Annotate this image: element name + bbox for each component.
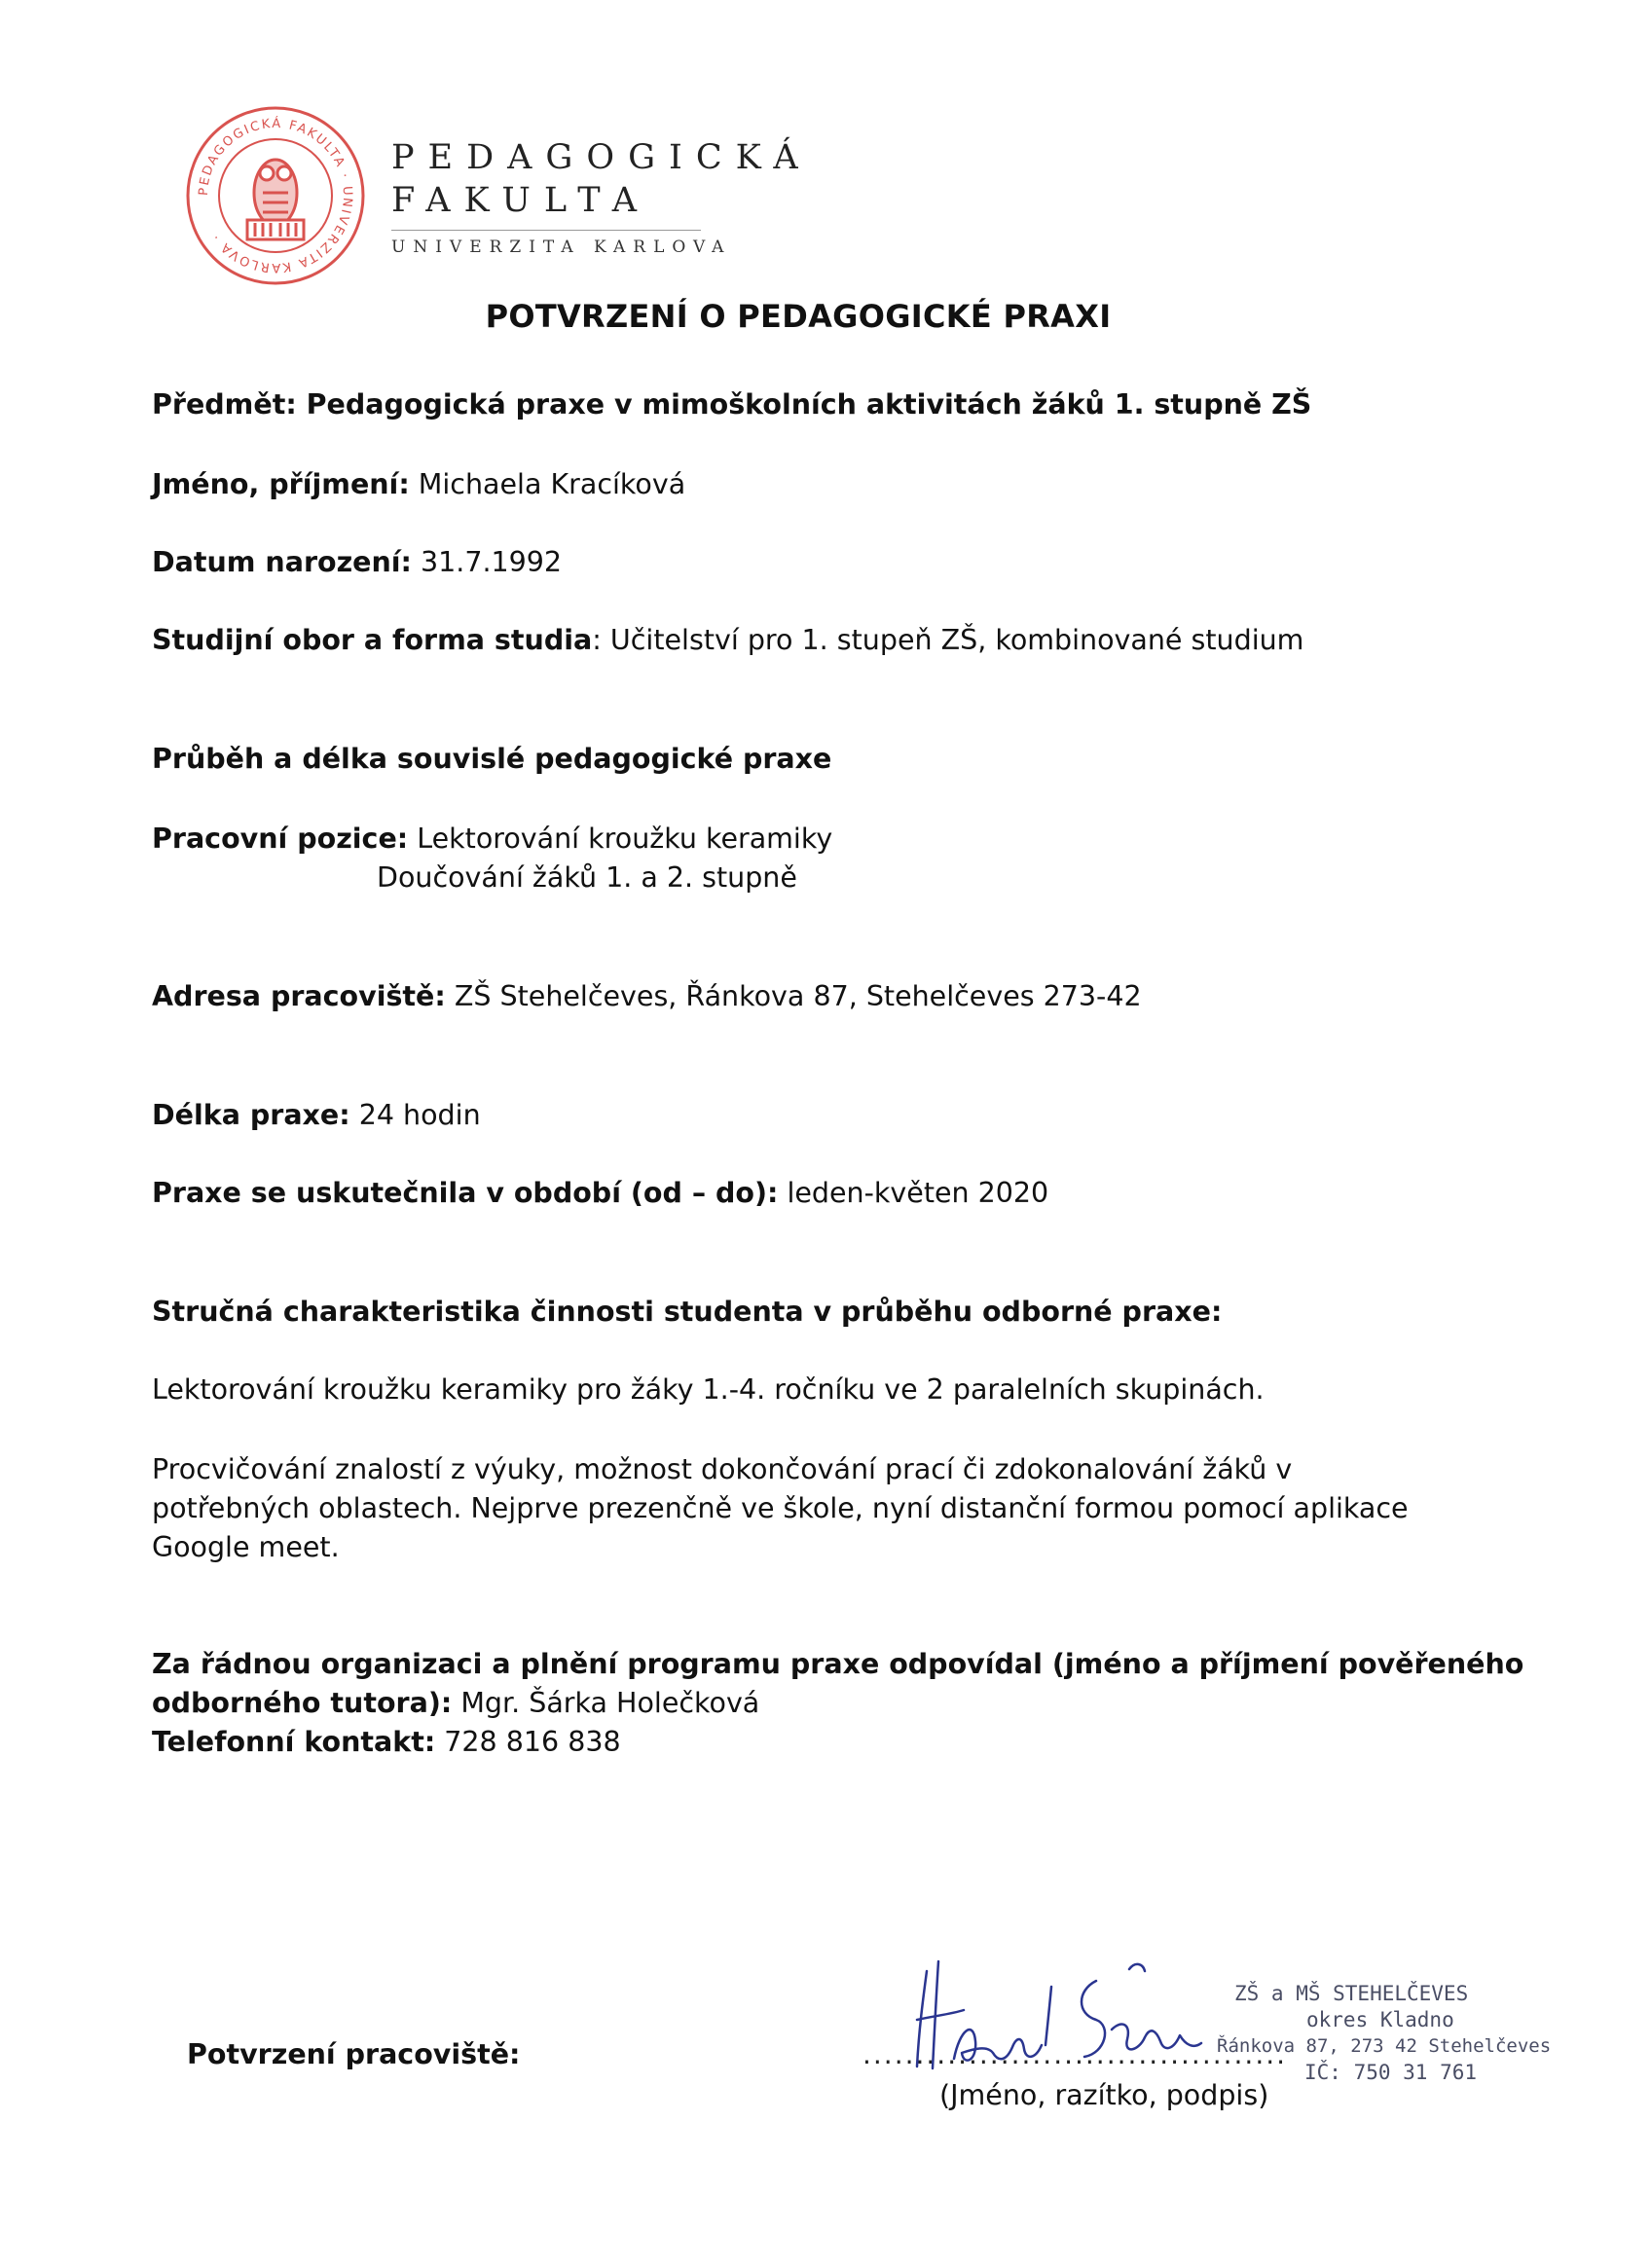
characteristics-paragraph-1: Lektorování kroužku keramiky pro žáky 1.-4. ročníku ve 2 paralelních skupinách. [152,1373,1265,1406]
characteristics-paragraph-2-line3: Google meet. [152,1531,340,1563]
owl-icon [247,160,304,239]
phone-row [152,1723,1398,1762]
position-label: Pracovní pozice: [152,823,409,855]
characteristics-paragraph-2-line1: Procvičování znalostí z výuky, možnost dokončování prací či zdokonalování žáků v [152,1453,1293,1485]
address-label: Adresa pracoviště: [152,980,446,1012]
length-label: Délka praxe: [152,1099,350,1131]
stamp-line-4: IČ: 750 31 761 [1304,2061,1478,2084]
stamp-line-1: ZŠ a MŠ STEHELČEVES [1234,1982,1469,2005]
stamp-line-3: Řánkova 87, 273 42 Stehelčeves [1217,2035,1552,2057]
faculty-seal-logo [185,105,366,286]
course-heading: Průběh a délka souvislé pedagogické praxe [152,743,832,775]
birth-label: Datum narození: [152,546,412,578]
phone-value: 728 816 838 [444,1726,621,1758]
seal-ring-text: PEDAGOGICKÁ FAKULTA · UNIVERZITA KARLOVA · [196,116,355,275]
tutor-value: Mgr. Šárka Holečková [460,1687,760,1719]
position-value-2: Doučování žáků 1. a 2. stupně [377,861,797,894]
tutor-label-line2: odborného tutora): [152,1687,453,1719]
position-value-1: Lektorování kroužku keramiky [417,823,833,855]
study-colon: : [592,624,602,656]
study-row [152,621,1398,660]
period-row [152,1174,1398,1213]
study-value: Učitelství pro 1. stupeň ZŠ, kombinované studium [609,624,1304,656]
name-label: Jméno, příjmení: [152,468,410,500]
tutor-row [152,1684,1398,1723]
study-label: Studijní obor a forma studia [152,624,593,656]
university-name: UNIVERZITA KARLOVA [391,238,732,257]
workplace-confirmation-label: Potvrzení pracoviště: [187,2038,521,2070]
period-value: leden-květen 2020 [787,1177,1049,1209]
name-value: Michaela Kracíková [418,468,686,500]
subject-line: Předmět: Pedagogická praxe v mimoškolních aktivitách žáků 1. stupně ZŠ [152,388,1312,421]
tutor-label-line1: Za řádnou organizaci a plnění programu praxe odpovídal (jméno a příjmení pověřeného [152,1648,1524,1680]
signature-dotted-line: ........................................ [862,2038,1288,2070]
document-title: POTVRZENÍ O PEDAGOGICKÉ PRAXI [485,298,1112,335]
characteristics-heading: Stručná charakteristika činnosti studenta v průběhu odborné praxe: [152,1296,1223,1328]
name-row [152,465,1398,504]
birth-value: 31.7.1992 [421,546,563,578]
address-row [152,977,1398,1016]
position-row [152,820,1398,859]
length-row [152,1096,1398,1135]
phone-label: Telefonní kontakt: [152,1726,436,1758]
birth-row [152,543,1398,582]
faculty-name-line1: PEDAGOGICKÁ [391,138,812,177]
length-value: 24 hodin [358,1099,481,1131]
signature-caption: (Jméno, razítko, podpis) [939,2079,1269,2111]
address-value: ZŠ Stehelčeves, Řánkova 87, Stehelčeves 273-42 [454,980,1142,1012]
handwritten-signature [905,1952,1236,2088]
school-stamp [1217,1981,1552,2086]
period-label: Praxe se uskutečnila v období (od – do): [152,1177,779,1209]
stamp-line-2: okres Kladno [1306,2008,1454,2031]
characteristics-paragraph-2-line2: potřebných oblastech. Nejprve prezenčně ve škole, nyní distanční formou pomocí aplikace [152,1492,1409,1524]
faculty-name-line2: FAKULTA [391,181,651,220]
header-divider [391,230,701,231]
